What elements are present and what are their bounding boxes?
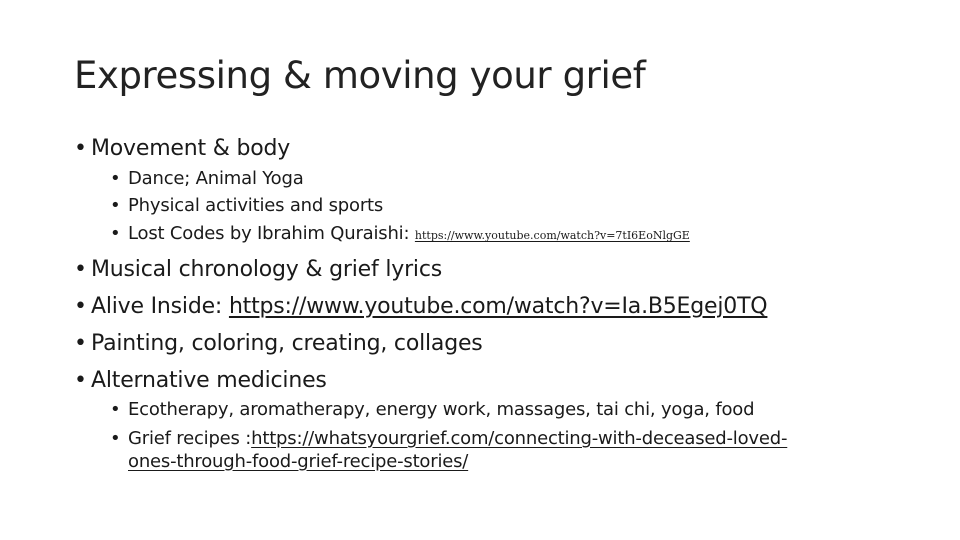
grief-recipes-link-line2[interactable]: ones-through-food-grief-recipe-stories/ — [128, 451, 469, 472]
bullet-dot: • — [110, 399, 121, 420]
sub-bullet-item — [110, 170, 304, 188]
lost-codes-link[interactable]: https://www.youtube.com/watch?v=7tI6EoNlgGE — [414, 229, 690, 242]
bullet-dot: • — [74, 136, 87, 161]
sub-bullet-item — [110, 401, 754, 419]
bullet-dot: • — [74, 331, 87, 356]
bullet-dot: • — [110, 168, 121, 189]
bullet-text: Alternative medicines — [91, 368, 327, 393]
bullet-text: Painting, coloring, creating, collages — [91, 331, 483, 356]
sub-bullet-item — [110, 430, 787, 448]
bullet-item — [74, 370, 327, 392]
slide-title: Expressing & moving your grief — [74, 54, 646, 97]
sub-bullet-text: Grief recipes : — [128, 428, 252, 449]
bullet-dot: • — [74, 257, 87, 282]
bullet-text: Alive Inside: — [91, 294, 223, 319]
sub-bullet-item — [110, 225, 690, 243]
bullet-item — [74, 138, 290, 160]
bullet-dot: • — [74, 294, 87, 319]
sub-bullet-text: Lost Codes by Ibrahim Quraishi: — [128, 223, 410, 244]
grief-recipes-link-continued[interactable] — [128, 453, 468, 471]
bullet-dot: • — [110, 428, 121, 449]
sub-bullet-text: Dance; Animal Yoga — [128, 168, 304, 189]
bullet-item — [74, 259, 442, 281]
bullet-text: Musical chronology & grief lyrics — [91, 257, 442, 282]
bullet-dot: • — [110, 195, 121, 216]
bullet-dot: • — [74, 368, 87, 393]
bullet-item — [74, 296, 767, 318]
sub-bullet-text: Ecotherapy, aromatherapy, energy work, massages, tai chi, yoga, food — [128, 399, 755, 420]
alive-inside-link[interactable]: https://www.youtube.com/watch?v=Ia.B5Egej0TQ — [228, 294, 768, 319]
sub-bullet-text: Physical activities and sports — [128, 195, 384, 216]
grief-recipes-link[interactable]: https://whatsyourgrief.com/connecting-with-deceased-loved- — [251, 428, 788, 449]
bullet-item — [74, 333, 483, 355]
bullet-text: Movement & body — [91, 136, 291, 161]
bullet-dot: • — [110, 223, 121, 244]
sub-bullet-item — [110, 197, 383, 215]
